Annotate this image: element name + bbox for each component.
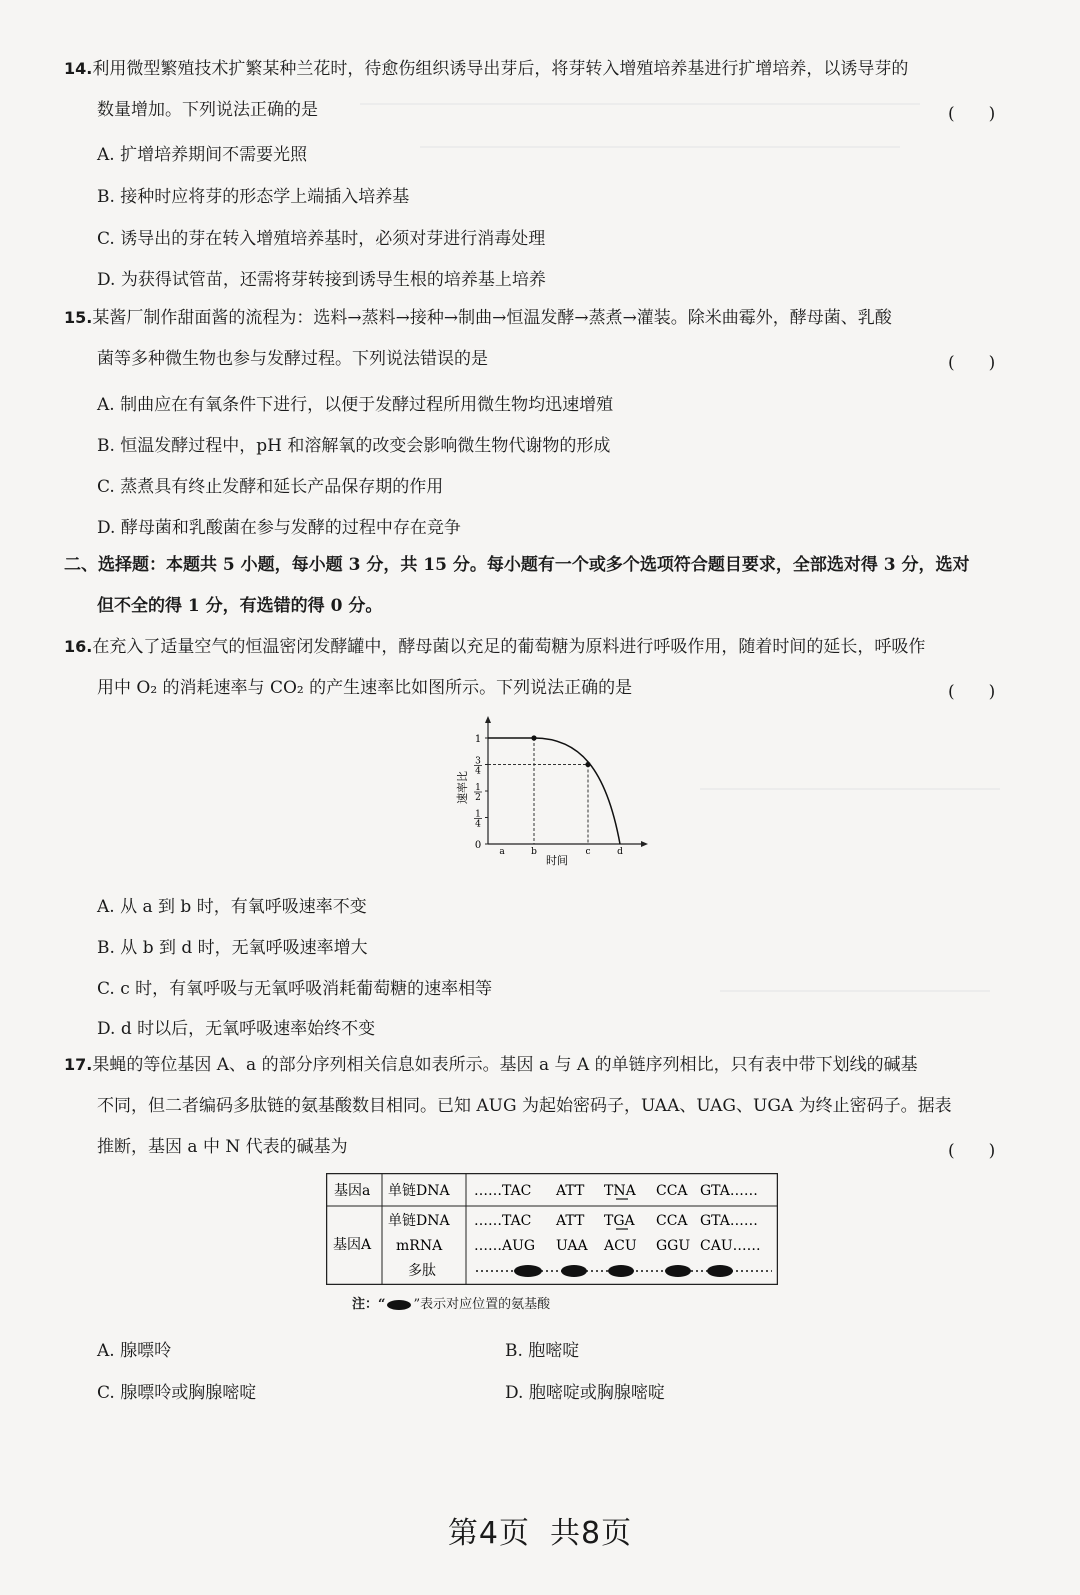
mrna-codon: CAU…… (700, 1238, 761, 1254)
y-axis-arrow (485, 716, 491, 723)
chart-ticks (474, 734, 623, 857)
q15-option-a: A. 制曲应在有氧条件下进行，以便于发酵过程所用微生物均迅速增殖 (97, 395, 614, 415)
gene-A-label: 基因A (333, 1237, 372, 1253)
q15-option-c: C. 蒸煮具有终止发酵和延长产品保存期的作用 (97, 477, 444, 497)
seq-A-codon: ……TAC (474, 1213, 532, 1229)
q15-line1: 15.某酱厂制作甜面酱的流程为：选料→蒸料→接种→制曲→恒温发酵→蒸煮→灌装。除米曲霉外，酵母菌、乳酸 (64, 308, 892, 328)
x-tick-label: a (499, 847, 505, 857)
amino-acid-mark (561, 1265, 587, 1277)
q14-line2: 数量增加。下列说法正确的是 (97, 100, 318, 120)
row-label-peptide: 多肽 (408, 1263, 436, 1279)
question-number: 15. (64, 308, 93, 327)
question-number: 14. (64, 59, 93, 78)
page-number: 第4页 (447, 1516, 530, 1551)
q17-line1: 17.果蝇的等位基因 A、a 的部分序列相关信息如表所示。基因 a 与 A 的单链序列相比，只有表中带下划线的碱基 (64, 1055, 918, 1075)
x-tick-label: b (531, 847, 537, 857)
mrna-codon: ACU (604, 1238, 637, 1254)
seq-A-codon: ATT (556, 1213, 585, 1229)
q17-option-a: A. 腺嘌呤 (97, 1341, 172, 1361)
q15-option-d: D. 酵母菌和乳酸菌在参与发酵的过程中存在竞争 (97, 518, 461, 538)
q17-line3: 推断，基因 a 中 N 代表的碱基为 (97, 1137, 348, 1157)
data-point (531, 735, 536, 740)
q16-line1: 16.在充入了适量空气的恒温密闭发酵罐中，酵母菌以充足的葡萄糖为原料进行呼吸作用，随着时间的延长，呼吸作 (64, 637, 926, 657)
seq-A-codon: TGA (604, 1213, 635, 1229)
y-tick-label: 4 (475, 819, 481, 830)
seq-a-codon: CCA (656, 1183, 688, 1199)
gene-table (326, 1173, 778, 1285)
chart-guides (488, 738, 588, 844)
seq-a-codon: GTA…… (700, 1183, 758, 1199)
q16-option-b: B. 从 b 到 d 时，无氧呼吸速率增大 (97, 938, 368, 958)
q16-option-d: D. d 时以后，无氧呼吸速率始终不变 (97, 1019, 376, 1039)
section2-line2: 但不全的得 1 分，有选错的得 0 分。 (97, 596, 383, 616)
page-total: 共8页 (550, 1516, 633, 1551)
q16-line2: 用中 O₂ 的消耗速率与 CO₂ 的产生速率比如图所示。下列说法正确的是 (97, 678, 633, 698)
answer-paren: ( ) (948, 682, 996, 702)
question-number: 17. (64, 1055, 93, 1074)
amino-acid-mark (665, 1265, 691, 1277)
ratio-series-line (488, 738, 620, 844)
seq-A-codon: GTA…… (700, 1213, 758, 1229)
show-through-mark (420, 146, 900, 148)
x-axis-arrow (641, 841, 648, 847)
y-tick-label: 1 (475, 783, 481, 793)
q15-line2: 菌等多种微生物也参与发酵过程。下列说法错误的是 (97, 349, 488, 369)
y-tick-label: 0 (474, 840, 482, 851)
answer-paren: ( ) (948, 353, 996, 373)
q15-option-b: B. 恒温发酵过程中，pH 和溶解氧的改变会影响微生物代谢物的形成 (97, 436, 611, 456)
question-number: 16. (64, 637, 93, 656)
y-tick-label: 1 (475, 809, 481, 820)
mrna-codon: ……AUG (474, 1238, 536, 1254)
q14-option-a: A. 扩增培养期间不需要光照 (97, 145, 308, 165)
y-axis-label: 速率比 (456, 771, 469, 804)
y-tick-label: 3 (475, 756, 481, 767)
amino-acid-legend-mark (385, 1299, 413, 1311)
q14-line1: 14.利用微型繁殖技术扩繁某种兰花时，待愈伤组织诱导出芽后，将芽转入增殖培养基进行扩增培养，以诱导芽的 (64, 59, 909, 79)
mrna-codon: GGU (656, 1238, 691, 1254)
x-tick-label: d (617, 847, 623, 857)
q14-option-d: D. 为获得试管苗，还需将芽转接到诱导生根的培养基上培养 (97, 270, 546, 290)
amino-acid-mark (707, 1265, 733, 1277)
q16-option-a: A. 从 a 到 b 时，有氧呼吸速率不变 (97, 897, 367, 917)
show-through-mark (700, 788, 1000, 790)
x-tick-label: c (585, 847, 591, 857)
q17-option-b: B. 胞嘧啶 (505, 1341, 580, 1361)
row-label-mrna: mRNA (396, 1238, 443, 1254)
q16-option-c: C. c 时，有氧呼吸与无氧呼吸消耗葡萄糖的速率相等 (97, 979, 493, 999)
y-tick-label: 4 (475, 766, 481, 777)
gene-a-label: 基因a (334, 1183, 371, 1199)
data-point (585, 762, 590, 767)
q14-option-b: B. 接种时应将芽的形态学上端插入培养基 (97, 187, 410, 207)
show-through-mark (720, 990, 990, 992)
amino-acid-mark (514, 1265, 542, 1277)
show-through-mark (360, 103, 920, 105)
row-label-dna-a: 单链DNA (388, 1183, 450, 1199)
amino-acid-mark (608, 1265, 634, 1277)
q17-option-c: C. 腺嘌呤或胸腺嘧啶 (97, 1383, 257, 1403)
y-tick-label: 1 (474, 734, 482, 745)
answer-paren: ( ) (948, 104, 996, 124)
q17-line2: 不同，但二者编码多肽链的氨基酸数目相同。已知 AUG 为起始密码子，UAA、UAG、UGA 为终止密码子。据表 (97, 1096, 952, 1116)
seq-A-codon: CCA (656, 1213, 688, 1229)
row-label-dna-A: 单链DNA (388, 1213, 450, 1229)
y-tick-label: 2 (475, 793, 481, 803)
page-footer (0, 1508, 1080, 1552)
mrna-codon: UAA (556, 1238, 588, 1254)
answer-paren: ( ) (948, 1141, 996, 1161)
table-note: 注：“ ”表示对应位置的氨基酸 (352, 1297, 551, 1312)
ratio-chart (448, 712, 658, 872)
seq-a-codon: ATT (556, 1183, 585, 1199)
x-axis-label: 时间 (546, 854, 568, 867)
q14-option-c: C. 诱导出的芽在转入增殖培养基时，必须对芽进行消毒处理 (97, 229, 546, 249)
q17-option-d: D. 胞嘧啶或胸腺嘧啶 (505, 1383, 665, 1403)
section2-line1: 二、选择题：本题共 5 小题，每小题 3 分，共 15 分。每小题有一个或多个选项符合题目要求，全部选对得 3 分，选对 (64, 555, 970, 575)
seq-a-codon: TNA (604, 1183, 636, 1199)
seq-a-codon: ……TAC (474, 1183, 532, 1199)
chart-points (531, 735, 590, 767)
